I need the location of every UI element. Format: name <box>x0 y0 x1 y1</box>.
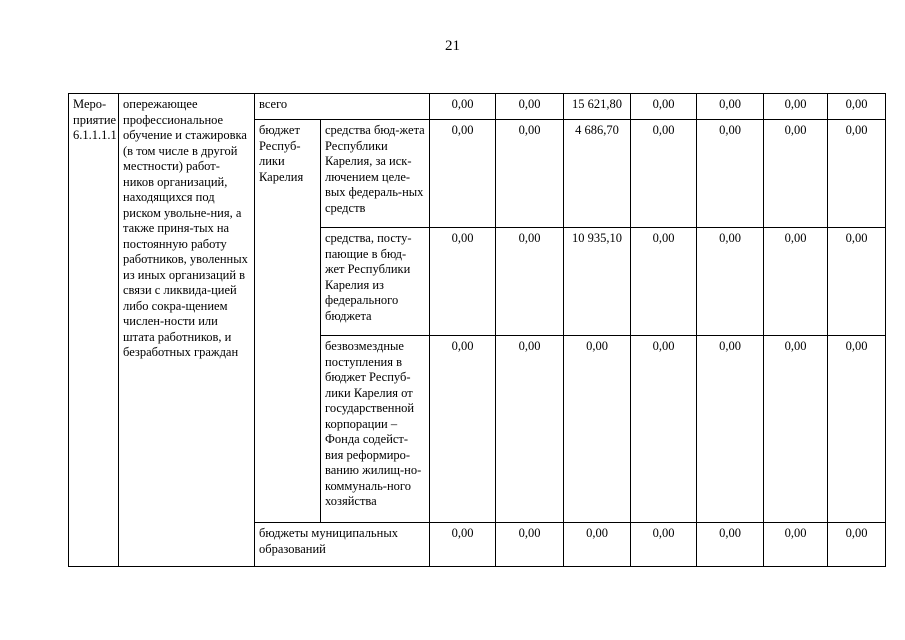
value-cell: 0,00 <box>631 228 697 336</box>
funding-table <box>68 93 886 567</box>
value-cell: 0,00 <box>496 120 564 228</box>
budget-group-label: бюджет Респуб-лики Карелия <box>255 120 321 523</box>
table-row <box>69 94 886 120</box>
value-cell: 0,00 <box>828 523 886 567</box>
value-cell: 0,00 <box>697 94 764 120</box>
value-cell: 0,00 <box>828 120 886 228</box>
row-label: бюджеты муниципальных образований <box>255 523 430 567</box>
value-cell: 0,00 <box>496 523 564 567</box>
value-cell: 0,00 <box>564 523 631 567</box>
value-cell: 0,00 <box>430 336 496 523</box>
row-label: средства бюд-жета Республики Карелия, за иск-лючением целе-вых федераль-ных средств <box>321 120 430 228</box>
value-cell: 0,00 <box>764 94 828 120</box>
value-cell: 0,00 <box>764 120 828 228</box>
value-cell: 0,00 <box>631 120 697 228</box>
value-cell: 0,00 <box>496 228 564 336</box>
value-cell: 0,00 <box>496 94 564 120</box>
value-cell: 10 935,10 <box>564 228 631 336</box>
value-cell: 0,00 <box>764 336 828 523</box>
value-cell: 0,00 <box>564 336 631 523</box>
value-cell: 0,00 <box>697 228 764 336</box>
row-label: всего <box>255 94 430 120</box>
value-cell: 0,00 <box>697 336 764 523</box>
value-cell: 0,00 <box>764 228 828 336</box>
row-label: безвозмездные поступления в бюджет Респуб-лики Карелия от государственной корпорации – Фонда содейст-вия реформиро-ванию жилищ-но-коммуналь-ного хозяйства <box>321 336 430 523</box>
value-cell: 0,00 <box>697 120 764 228</box>
value-cell: 0,00 <box>430 228 496 336</box>
value-cell: 0,00 <box>631 94 697 120</box>
value-cell: 4 686,70 <box>564 120 631 228</box>
value-cell: 0,00 <box>496 336 564 523</box>
value-cell: 0,00 <box>631 336 697 523</box>
value-cell: 0,00 <box>828 94 886 120</box>
measure-description: опережающее профессиональное обучение и стажировка (в том числе в другой местности) работ-ников организаций, находящихся под риском увольне-ния, а также приня-тых на постоянную работу работников, уволенных из иных организаций в связи с ликвида-цией либо сокра-щением числен-ности или штата работников, и безработных граждан <box>119 94 255 567</box>
value-cell: 0,00 <box>764 523 828 567</box>
value-cell: 0,00 <box>631 523 697 567</box>
page-number: 21 <box>445 38 460 54</box>
value-cell: 0,00 <box>828 336 886 523</box>
row-label: средства, посту-пающие в бюд-жет Республики Карелия из федерального бюджета <box>321 228 430 336</box>
value-cell: 0,00 <box>430 120 496 228</box>
value-cell: 0,00 <box>430 94 496 120</box>
measure-label: Меро- приятие 6.1.1.1.1 <box>69 94 119 567</box>
value-cell: 0,00 <box>828 228 886 336</box>
value-cell: 0,00 <box>430 523 496 567</box>
value-cell: 15 621,80 <box>564 94 631 120</box>
value-cell: 0,00 <box>697 523 764 567</box>
